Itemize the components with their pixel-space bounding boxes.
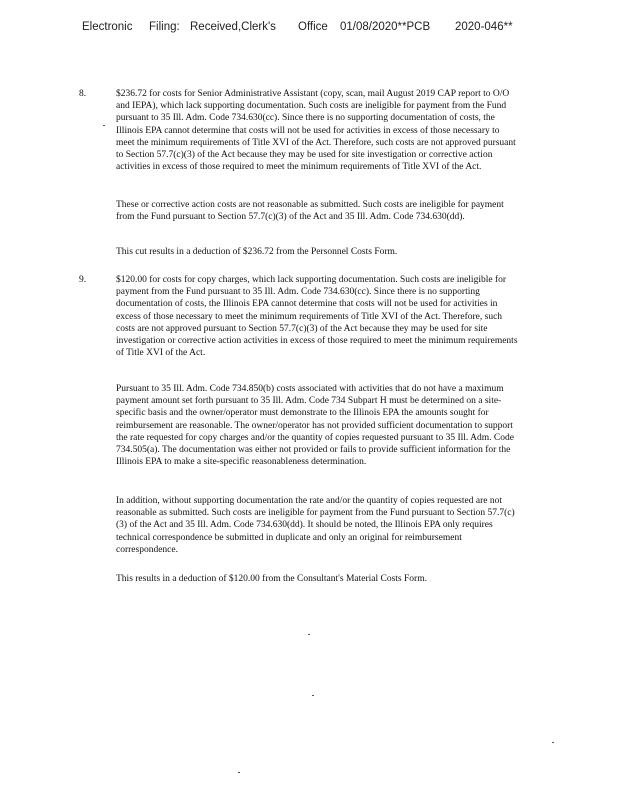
item-8-paragraph-2: These or corrective action costs are not reasonable as submitted. Such costs are ineligible for payment from the Fund pursuant to Section 57.7(c)(3) of the Act and 35 Ill. Adm. Code 734.630(dd).: [116, 200, 504, 223]
header-docket: 2020-046**: [455, 21, 513, 33]
item-8-paragraph-1: $236.72 for costs for Senior Administrative Assistant (copy, scan, mail August 2019 CAP report to O/O and IEPA), which lack supporting documentation. Such costs are ineligible for payment from the Fund pursuant to 35 Ill. Adm. Code 734.630(cc). Since there is no supporting documentation of costs, the Illinois EPA cannot determine that costs will not be used for activities in excess of those necessary to meet the minimum requirements of Title XVI of the Act. Therefore, such costs are not approved pursuant to Section 57.7(c)(3) of the Act because they may be used for site investigation or corrective action activities in excess of those required to meet the minimum requirements of Title XVI of the Act.: [116, 89, 516, 173]
item-8-paragraph-3: This cut results in a deduction of $236.72 from the Personnel Costs Form.: [116, 247, 398, 257]
scan-speck: [238, 772, 240, 773]
header-filing: Filing:: [149, 21, 180, 33]
scan-speck: [103, 125, 105, 126]
scan-speck: [312, 695, 314, 696]
scan-speck: [308, 634, 310, 635]
item-9-paragraph-3: In addition, without supporting documentation the rate and/or the quantity of copies requested are not reasonable as submitted. Such costs are ineligible for payment from the Fund pursuant to Section 57.7(c)(3) of the Act and 35 Ill. Adm. Code 734.630(dd). It should be noted, the Illinois EPA only requires technical correspondence be submitted in duplicate and only an original for reimbursement correspondence.: [116, 496, 515, 555]
filing-stamp-header: [0, 21, 618, 37]
item-9-paragraph-2: Pursuant to 35 Ill. Adm. Code 734.850(b) costs associated with activities that do not have a maximum payment amount set forth pursuant to 35 Ill. Adm. Code 734 Subpart H must be determined on a site-specific basis and the owner/operator must demonstrate to the Illinois EPA the amounts sought for reimbursement are reasonable. The owner/operator has not provided sufficient documentation to support the rate requested for copy charges and/or the quantity of copies requested pursuant to 35 Ill. Adm. Code 734.505(a). The documentation was either not provided or fails to provide sufficient information for the Illinois EPA to make a site-specific reasonableness determination.: [116, 384, 514, 468]
header-date: 01/08/2020**PCB: [340, 21, 431, 33]
header-electronic: Electronic: [82, 21, 133, 33]
header-office: Office: [298, 21, 328, 33]
item-number: 9.: [79, 275, 87, 285]
item-number: 8.: [79, 89, 87, 99]
item-9-paragraph-1: $120.00 for costs for copy charges, which lack supporting documentation. Such costs are ineligible for payment from the Fund pursuant to 35 Ill. Adm. Code 734.630(cc). Since there is no supporting documentation of costs, the Illinois EPA cannot determine that costs will not be used for activities in excess of those necessary to meet the minimum requirements of Title XVI of the Act. Therefore, such costs are not approved pursuant to Section 57.7(c)(3) of the Act because they may be used for site investigation or corrective action activities in excess of those required to meet the minimum requirements of Title XVI of the Act.: [116, 275, 518, 359]
item-9-paragraph-4: This results in a deduction of $120.00 from the Consultant's Material Costs Form.: [116, 574, 427, 584]
header-received: Received,Clerk's: [190, 21, 276, 33]
scan-speck: [552, 742, 554, 743]
